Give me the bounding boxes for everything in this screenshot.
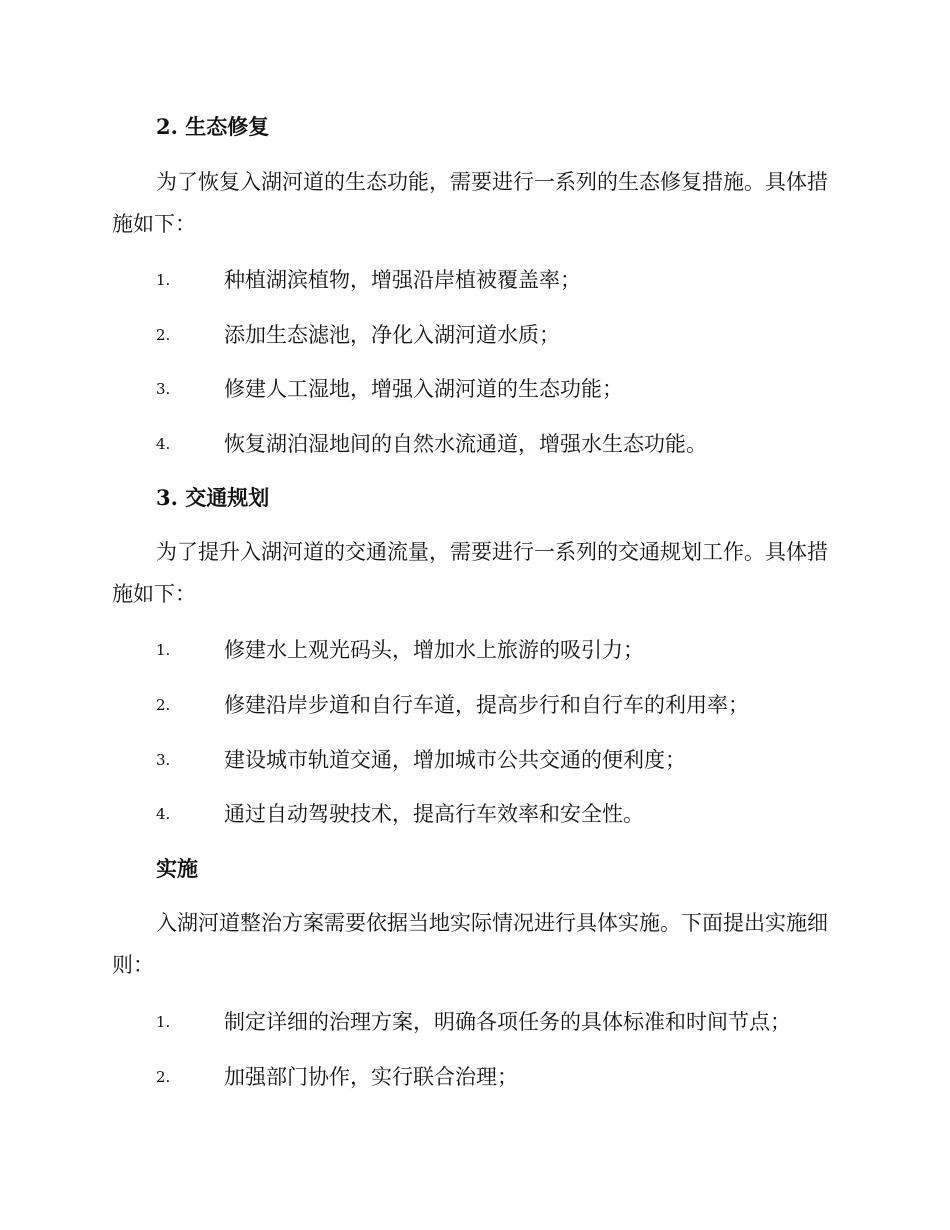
section-heading-ecological-restoration: 2. 生态修复 [156, 114, 270, 139]
section-intro-implementation: 入湖河道整治方案需要依据当地实际情况进行具体实施。下面提出实施细则： [112, 911, 828, 977]
list-item-text: 修建沿岸步道和自行车道，提高步行和自行车的利用率； [224, 693, 749, 717]
list-item-number: 4. [156, 805, 171, 823]
list-item-number: 4. [156, 435, 171, 453]
section-heading-traffic-planning: 3. 交通规划 [156, 485, 270, 510]
list-item-number: 2. [156, 326, 171, 344]
list-item-text: 添加生态滤池，净化入湖河道水质； [224, 323, 560, 347]
list-item-number: 2. [156, 696, 171, 714]
list-item-text: 制定详细的治理方案，明确各项任务的具体标准和时间节点； [224, 1010, 791, 1034]
list-item-number: 1. [156, 1013, 171, 1031]
list-item-number: 3. [156, 751, 171, 769]
list-item-text: 恢复湖泊湿地间的自然水流通道，增强水生态功能。 [224, 432, 707, 456]
list-item-number: 3. [156, 380, 171, 398]
section-heading-implementation: 实施 [156, 856, 198, 881]
list-item-text: 修建人工湿地，增强入湖河道的生态功能； [224, 377, 623, 401]
list-item-text: 修建水上观光码头，增加水上旅游的吸引力； [224, 638, 644, 662]
list-item-number: 1. [156, 641, 171, 659]
list-item-text: 加强部门协作，实行联合治理； [224, 1065, 518, 1089]
list-item-text: 通过自动驾驶技术，提高行车效率和安全性。 [224, 802, 644, 826]
list-item-number: 1. [156, 271, 171, 289]
list-item-number: 2. [156, 1068, 171, 1086]
section-intro-traffic-planning: 为了提升入湖河道的交通流量，需要进行一系列的交通规划工作。具体措施如下： [112, 540, 828, 606]
list-item-text: 种植湖滨植物，增强沿岸植被覆盖率； [224, 268, 581, 292]
list-item-text: 建设城市轨道交通，增加城市公共交通的便利度； [224, 748, 686, 772]
section-intro-ecological-restoration: 为了恢复入湖河道的生态功能，需要进行一系列的生态修复措施。具体措施如下： [112, 170, 828, 236]
